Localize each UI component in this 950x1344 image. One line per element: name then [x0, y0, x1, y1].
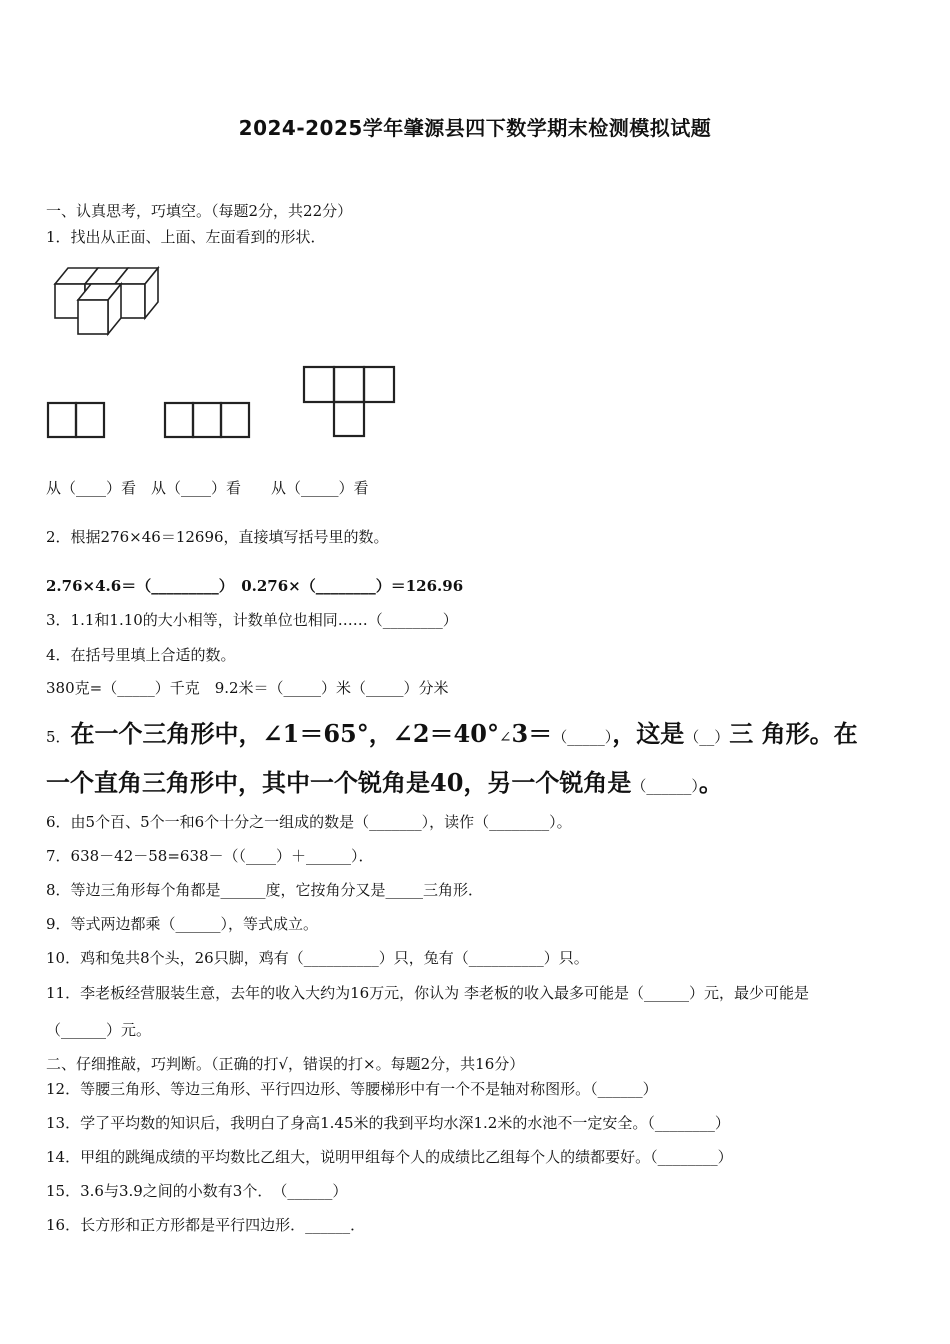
- question-11-line-2: （______）元。: [46, 1021, 152, 1039]
- answer-blank: （_____）: [552, 728, 613, 746]
- question-11-line-1: 11．李老板经营服装生意，去年的收入大约为16万元，你认为 李老板的收入最多可能是（______）元，最少可能是: [46, 984, 809, 1002]
- view-shape-t-shape: [303, 366, 397, 438]
- question-5-text-c: ，这是: [612, 719, 685, 748]
- section-2-heading: 二、仔细推敲，巧判断。（正确的打√，错误的打×。每题2分，共16分）: [46, 1055, 525, 1073]
- question-5-line-2: [46, 767, 723, 802]
- question-5-end: 。: [698, 768, 723, 797]
- question-13: 13．学了平均数的知识后，我明白了身高1.45米的我到平均水深1.2米的水池不一定安全。（________）: [46, 1114, 730, 1132]
- page-title: 2024-2025学年肇源县四下数学期末检测模拟试题: [238, 116, 712, 140]
- question-5-number: 5．: [46, 728, 71, 746]
- question-12: 12．等腰三角形、等边三角形、平行四边形、等腰梯形中有一个不是轴对称图形。（______）: [46, 1080, 658, 1098]
- question-2: 2．根据276×46＝12696，直接填写括号里的数。: [46, 528, 389, 546]
- question-15: 15．3.6与3.9之间的小数有3个． （______）: [46, 1182, 348, 1200]
- question-6: 6．由5个百、5个一和6个十分之一组成的数是（_______），读作（________）。: [46, 813, 572, 831]
- angle-symbol: ∠: [498, 728, 512, 746]
- view-shape-two-squares: [47, 402, 107, 438]
- question-1: 1．找出从正面、上面、左面看到的形状．: [46, 228, 326, 246]
- question-9: 9．等式两边都乘（______），等式成立。: [46, 915, 319, 933]
- question-5-text-b: 3＝: [511, 719, 553, 748]
- question-10: 10．鸡和兔共8个头，26只脚，鸡有（__________）只，兔有（__________）只。: [46, 949, 589, 967]
- question-5-text-e: 一个直角三角形中，其中一个锐角是40，另一个锐角是: [46, 768, 632, 797]
- cube-arrangement-figure: [50, 262, 172, 336]
- view-shape-three-squares: [164, 402, 254, 438]
- question-14: 14．甲组的跳绳成绩的平均数比乙组大，说明甲组每个人的成绩比乙组每个人的绩都要好。（________）: [46, 1148, 733, 1166]
- section-1-heading: 一、认真思考，巧填空。（每题2分，共22分）: [46, 202, 353, 220]
- question-5-line-1: [46, 718, 858, 753]
- question-4: 4．在括号里填上合适的数。: [46, 646, 236, 664]
- answer-blank: （______）: [631, 777, 699, 795]
- question-7: 7．638－42－58=638－（（____）＋______）．: [46, 847, 374, 865]
- question-8: 8．等边三角形每个角都是______度，它按角分又是_____三角形．: [46, 881, 484, 899]
- question-5-text-d: 三 角形。在: [729, 719, 858, 748]
- answer-blank: （__）: [684, 728, 730, 746]
- question-2-line: 2.76×4.6＝（_________） 0.276×（________）＝126.96: [46, 577, 464, 595]
- question-1-answers: 从（____）看 从（____）看 从（_____）看: [46, 479, 369, 497]
- question-3: 3．1.1和1.10的大小相等，计数单位也相同……（________）: [46, 611, 458, 629]
- question-4-line: 380克=（_____）千克 9.2米＝（_____）米（_____）分米: [46, 679, 449, 697]
- question-5-text: 在一个三角形中，∠1＝65°，∠2＝40°: [70, 719, 499, 748]
- question-16: 16．长方形和正方形都是平行四边形．______．: [46, 1216, 366, 1234]
